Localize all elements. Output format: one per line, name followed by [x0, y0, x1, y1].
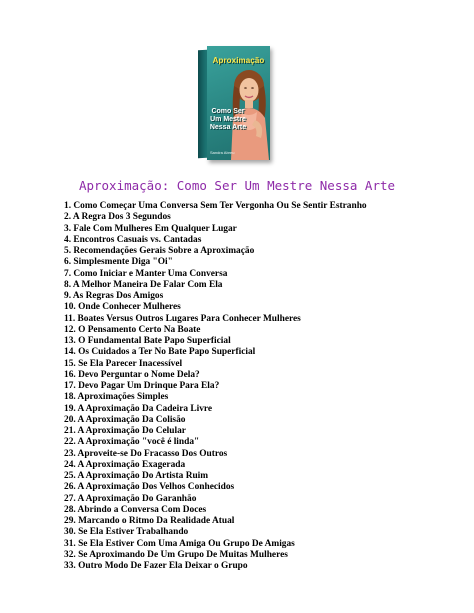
toc-item: 2. A Regra Dos 3 Segundos [64, 212, 171, 223]
toc-item: 23. Aproveite-se Do Fracasso Dos Outros [64, 448, 228, 459]
book-subtitle-line: Nessa Arte [209, 124, 247, 131]
book-author: Sandra Abreu [210, 150, 235, 155]
toc-item: 25. A Aproximação Do Artista Ruim [64, 471, 209, 481]
toc-item: 27. A Aproximação Do Garanhão [64, 493, 197, 504]
book-title: Aproximação [212, 56, 265, 65]
toc-item: 29. Marcando o Ritmo Da Realidade Atual [64, 516, 235, 526]
toc-item: 14. Os Cuidados a Ter No Bate Papo Superficial [64, 347, 256, 358]
book-subtitle-line: Como Ser [211, 108, 245, 115]
toc-item: 3. Fale Com Mulheres Em Qualquer Lugar [64, 223, 237, 234]
toc-item: 24. A Aproximação Exagerada [64, 459, 186, 470]
toc-item: 8. A Melhor Maneira De Falar Com Ela [64, 279, 223, 290]
toc-item: 13. O Fundamental Bate Papo Superficial [64, 336, 231, 346]
book-subtitle [209, 108, 247, 132]
toc-item: 22. A Aproximação "você é linda" [64, 437, 200, 448]
toc-item: 26. A Aproximação Dos Velhos Conhecidos [64, 482, 235, 493]
toc-item: 33. Outro Modo De Fazer Ela Deixar o Grupo [64, 561, 248, 571]
book-spine [198, 50, 207, 158]
toc-item: 7. Como Iniciar e Manter Uma Conversa [64, 268, 228, 279]
toc-item: 4. Encontros Casuais vs. Cantadas [64, 234, 202, 245]
toc-item: 16. Devo Perguntar o Nome Dela? [64, 369, 200, 380]
book-cover [198, 46, 272, 162]
toc-item: 18. Aproximações Simples [64, 392, 169, 403]
toc-item: 5. Recomendações Gerais Sobre a Aproximação [64, 246, 255, 256]
toc-item: 20. A Aproximação Da Colisão [64, 414, 186, 425]
table-of-contents [64, 201, 367, 572]
toc-item: 19. A Aproximação Da Cadeira Livre [64, 403, 213, 414]
toc-item: 15. Se Ela Parecer Inacessível [64, 358, 183, 369]
toc-item: 11. Boates Versus Outros Lugares Para Conhecer Mulheres [64, 313, 301, 324]
toc-item: 31. Se Ela Estiver Com Uma Amiga Ou Grupo De Amigas [64, 538, 295, 549]
toc-item: 17. Devo Pagar Um Drinque Para Ela? [64, 381, 220, 391]
book-subtitle-line: Um Mestre [210, 116, 246, 123]
toc-item: 21. A Aproximação Do Celular [64, 426, 186, 436]
toc-item: 12. O Pensamento Certo Na Boate [64, 324, 201, 335]
page-title: Aproximação: Como Ser Um Mestre Nessa Arte [78, 178, 396, 193]
toc-item: 1. Como Começar Uma Conversa Sem Ter Vergonha Ou Se Sentir Estranho [64, 201, 367, 211]
book-front [207, 46, 270, 160]
toc-item: 10. Onde Conhecer Mulheres [64, 302, 181, 313]
toc-item: 30. Se Ela Estiver Trabalhando [64, 527, 189, 538]
toc-item: 9. As Regras Dos Amigos [64, 291, 164, 301]
toc-item: 32. Se Aproximando De Um Grupo De Muitas Mulheres [64, 549, 288, 560]
toc-item: 28. Abrindo a Conversa Com Doces [64, 504, 207, 515]
toc-item: 6. Simplesmente Diga "Oi" [64, 257, 173, 268]
